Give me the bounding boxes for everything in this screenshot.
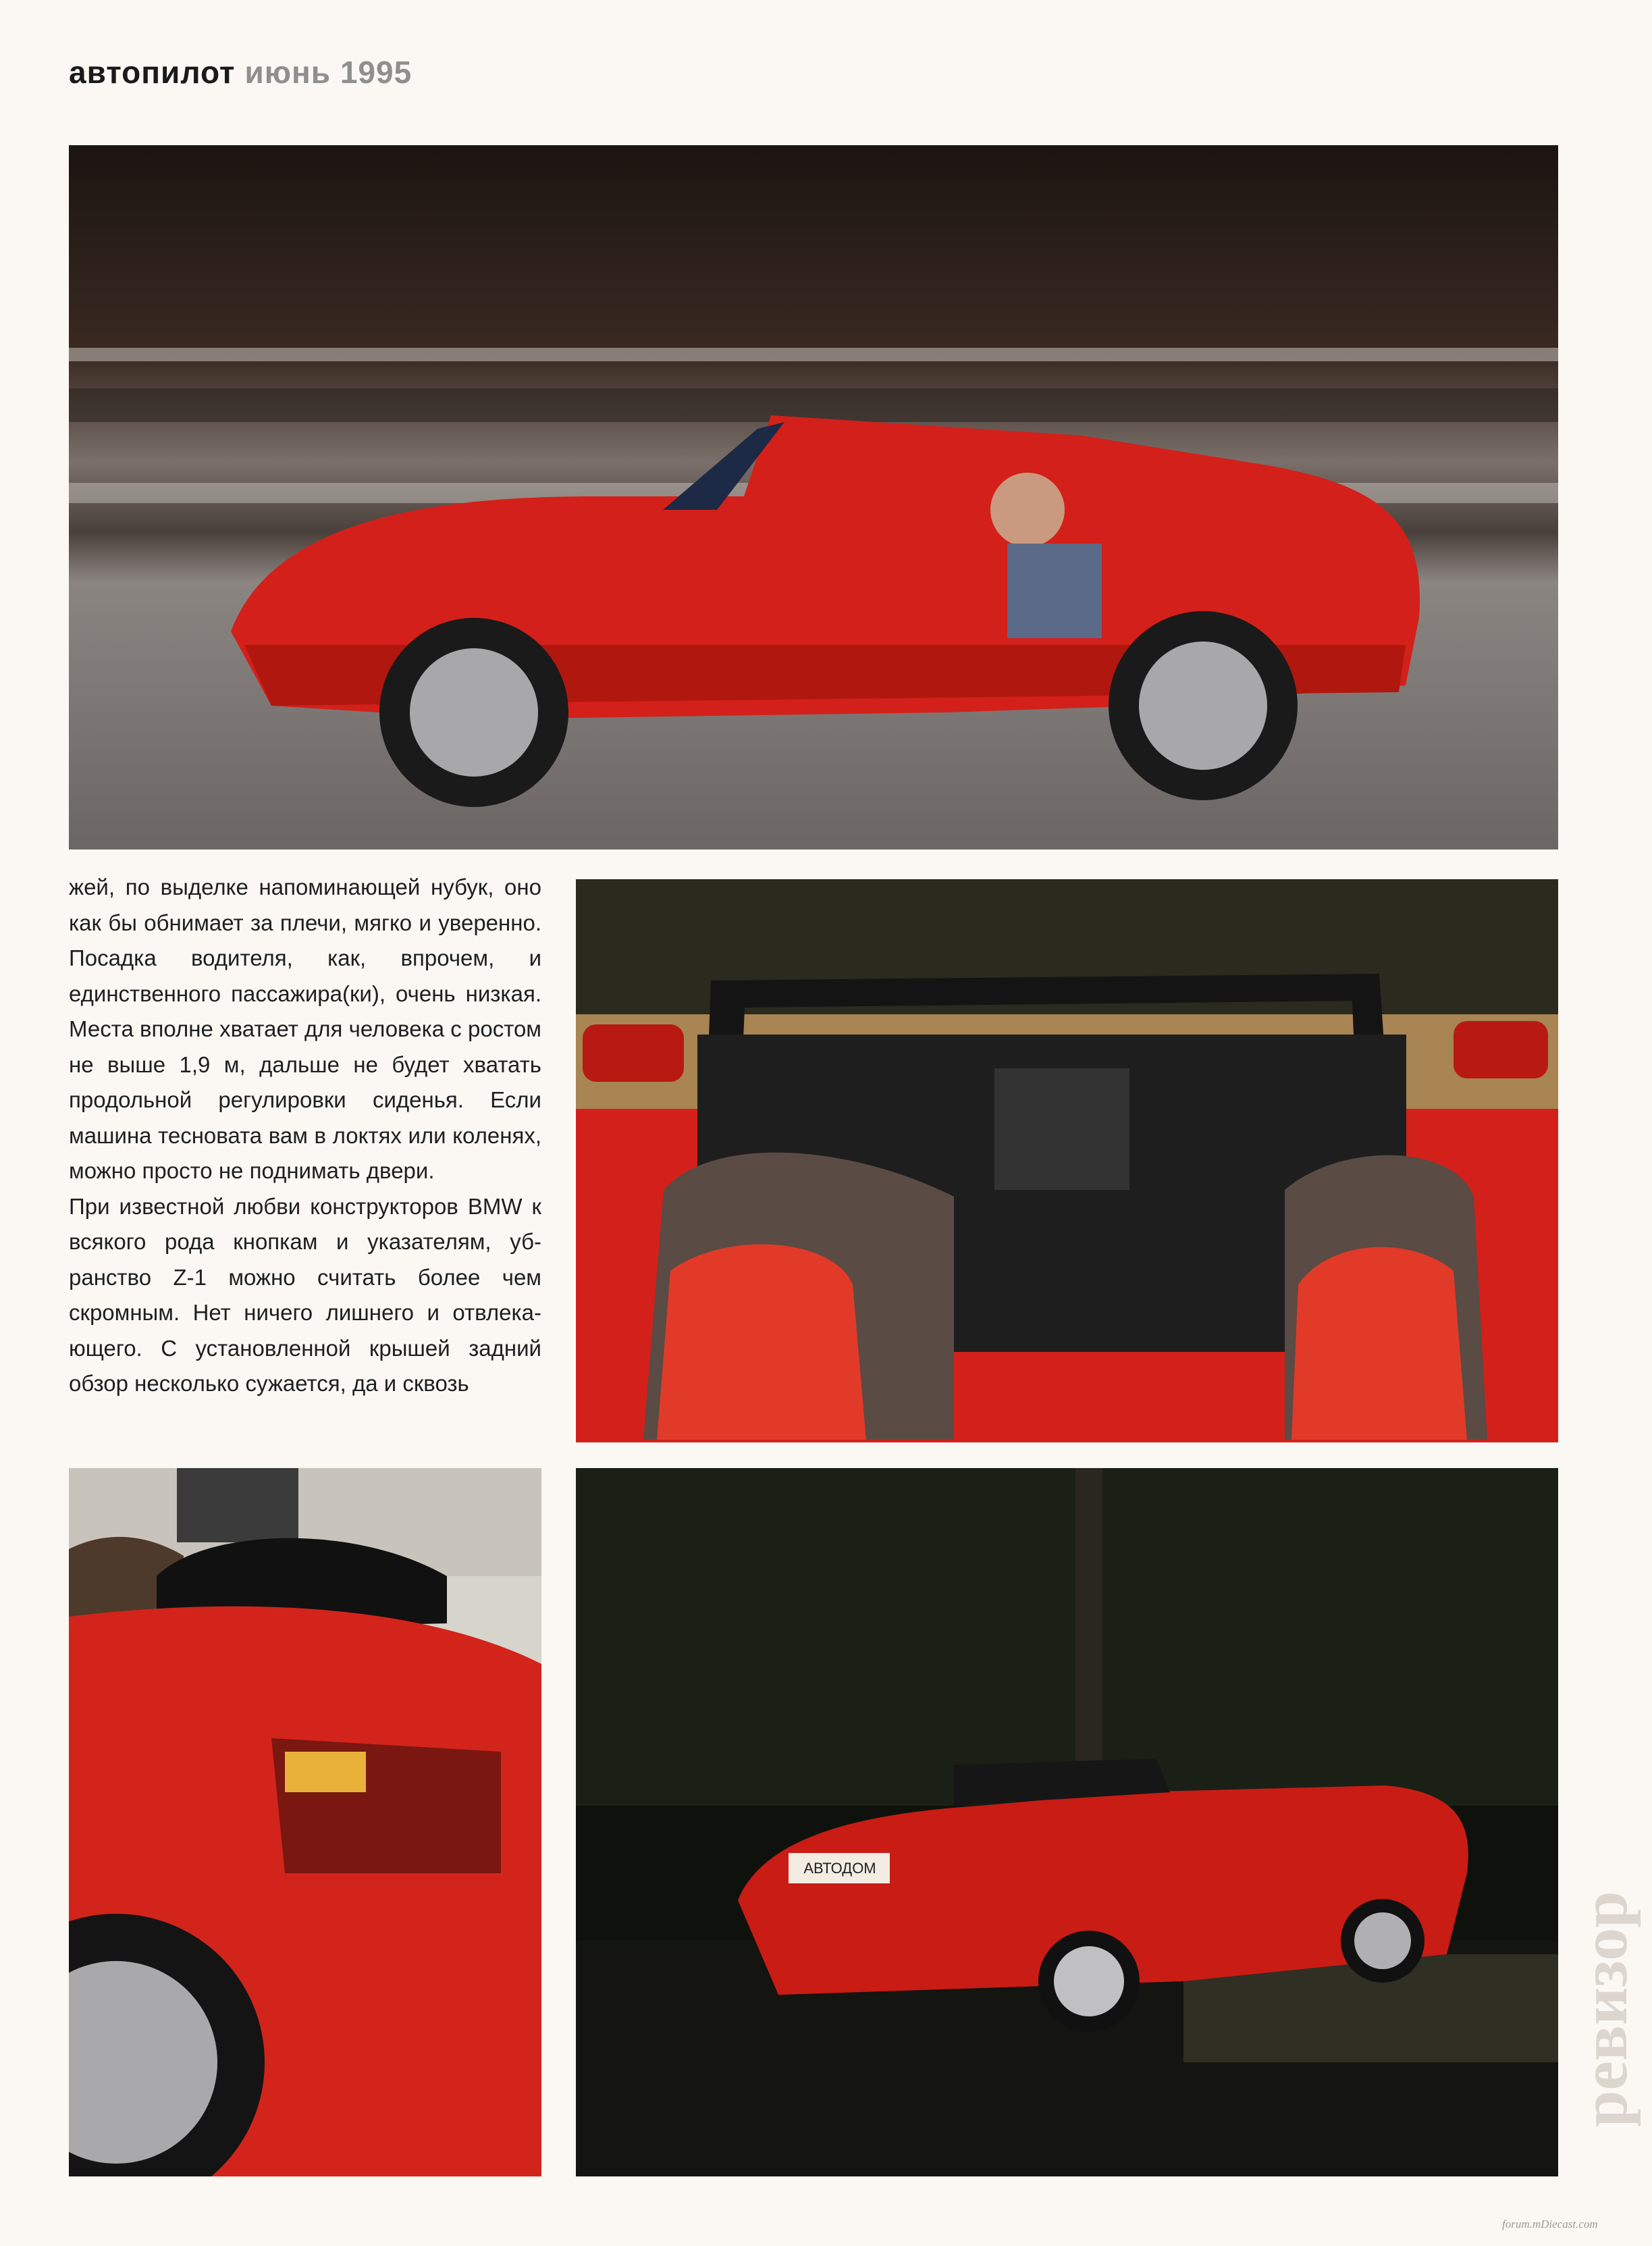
photo-rear-detail-image [69,1468,541,2176]
photo-car-interior-image [576,879,1558,1442]
photo-car-driving-image [69,145,1558,850]
paragraph: При известной любви конструкторов BMW к всякого рода кнопкам и указателям, убранство Z-1 можно считать более чем скромным. Нет ничего лишнего и отвлекающего. С установленной крышей задний обзор несколько сужается, да и сквозь [69,1193,541,1396]
page-header [69,54,412,90]
photo-car-forest [576,1468,1558,2176]
license-plate: АВТОДОМ [803,1860,876,1877]
photo-rear-detail [69,1468,541,2176]
section-label: ревизор [1568,1891,1641,2127]
photo-car-driving [69,145,1558,850]
article-text [69,870,541,1402]
watermark: forum.mDiecast.com [1502,2218,1598,2230]
paragraph: жей, по выделке напоминающей нубук, оно как бы обнимает за плечи, мягко и уверенно. Посадка водителя, как, впрочем, и единственного пассажира(ки), очень низкая. Места вполне хватает для человека с ростом не выше 1,9 м, дальше не будет хватать продольной регулировки сиденья. Если машина тесновата вам в локтях или коленях, можно просто не поднимать двери. [69,874,541,1183]
photo-car-interior [576,879,1558,1442]
magazine-name: автопилот [69,55,236,90]
photo-car-forest-image [576,1468,1558,2176]
issue-date: июнь 1995 [244,55,412,90]
